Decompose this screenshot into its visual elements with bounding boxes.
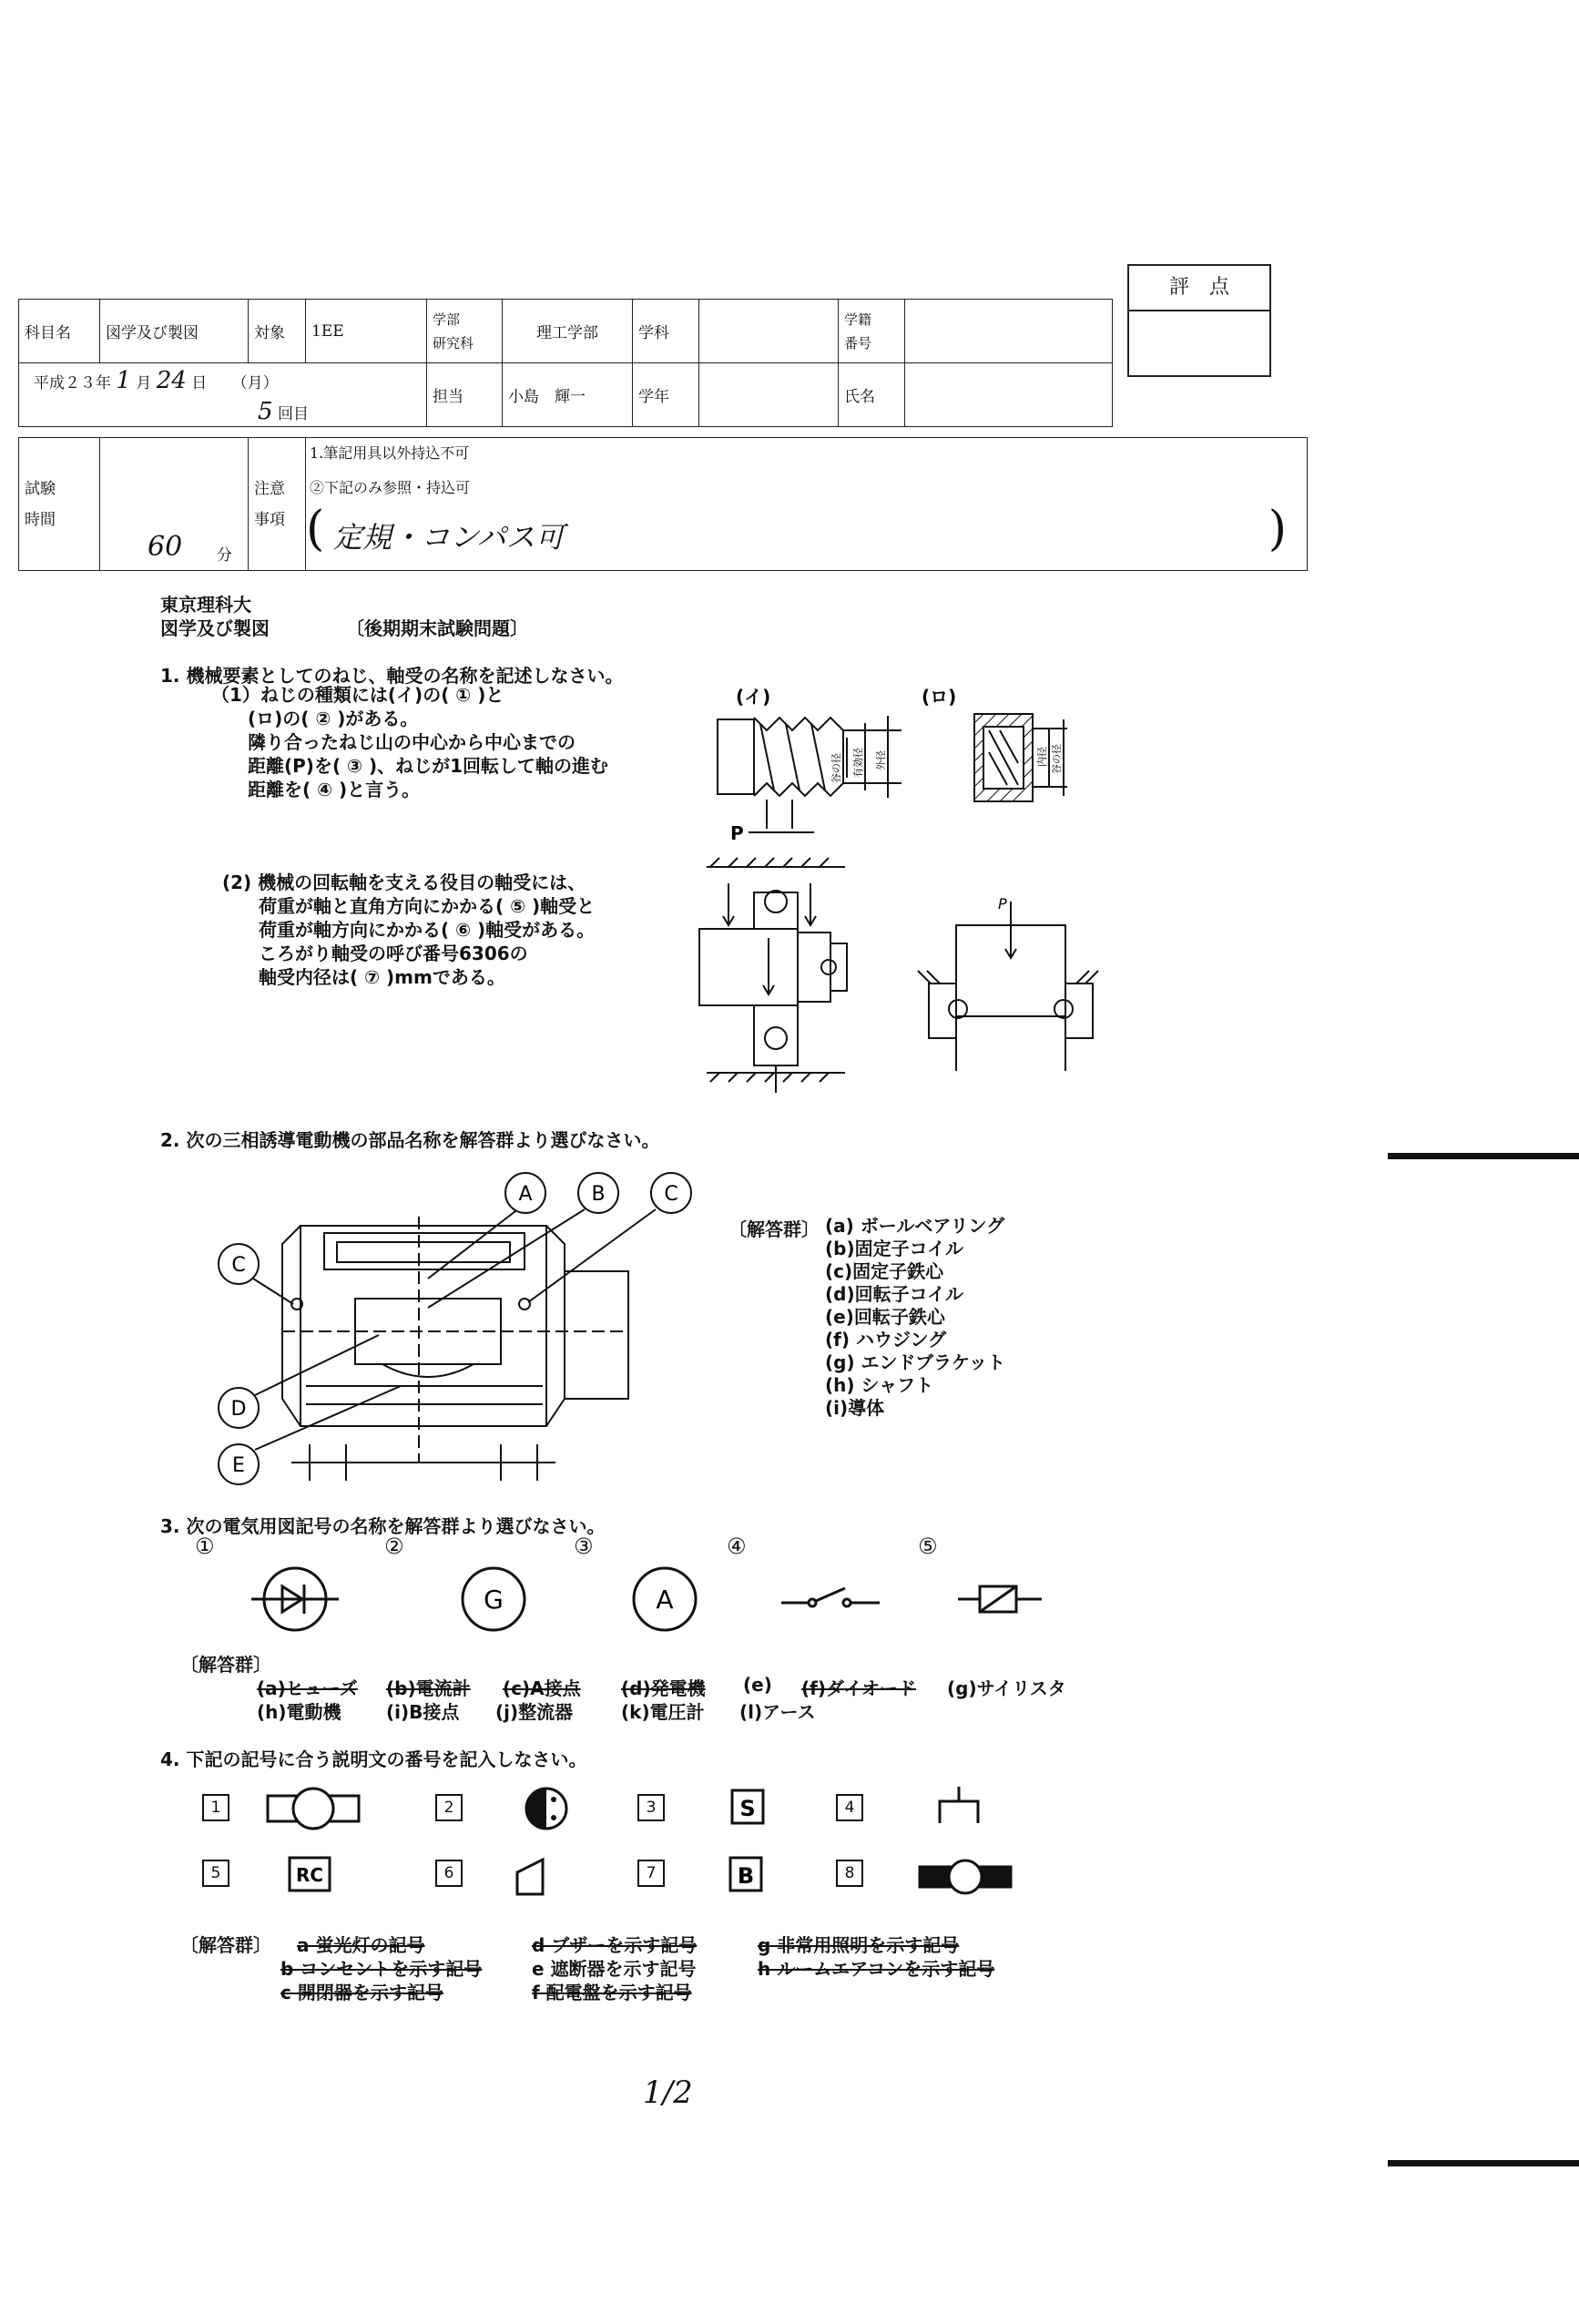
subject-value: 図学及び製図: [100, 300, 249, 363]
q4-heading: 4. 下記の記号に合う説明文の番号を記入しなさい。: [160, 1748, 587, 1770]
svg-text:RC: RC: [295, 1864, 324, 1886]
q4-box-1: 1: [202, 1794, 229, 1821]
q3-answer-label: 〔解答群〕: [180, 1654, 271, 1676]
university: 東京理科大: [160, 594, 251, 616]
q1-part2: (2) 機械の回転軸を支える役目の軸受には、 荷重が軸と直角方向にかかる( ⑤ )軸受と 荷重が軸方向にかかる( ⑥ )軸受がある。 ころがり軸受の呼び番号6306の 軸受内径は( ⑦ )mmである。: [222, 872, 596, 988]
year-label: 学年: [633, 363, 699, 427]
fig-dim-4: 内径: [1036, 747, 1048, 767]
teacher-value: 小島 輝一: [503, 363, 633, 427]
callout-b: B: [591, 1183, 606, 1206]
faculty-label: 学部 研究科: [427, 300, 503, 363]
callout-c-left: C: [231, 1254, 246, 1277]
fluorescent-lamp-symbol: [293, 1789, 333, 1829]
fig-dim-5: 谷の径: [1051, 744, 1063, 774]
bearing-figure: [692, 856, 1111, 1102]
date-day: 24: [156, 367, 187, 394]
department-value[interactable]: [699, 300, 839, 363]
q4-box-7: 7: [637, 1860, 665, 1887]
course: 図学及び製図: [160, 617, 270, 639]
page-number: 1/2: [643, 2074, 693, 2111]
teacher-label: 担当: [427, 363, 503, 427]
callout-a: A: [518, 1183, 533, 1206]
q2-heading: 2. 次の三相誘導電動機の部品名称を解答群より選びなさい。: [160, 1129, 660, 1151]
note-2: ②下記のみ参照・持込可: [310, 479, 471, 496]
q4-box-2: 2: [435, 1794, 463, 1821]
q3-symbols: [237, 1563, 1056, 1645]
student-no-value[interactable]: [905, 300, 1113, 363]
exam-minutes: 60: [148, 531, 183, 563]
q3-heading: 3. 次の電気用図記号の名称を解答群より選びなさい。: [160, 1515, 606, 1537]
margin-rule-bottom: [1388, 2160, 1579, 2166]
minutes-unit: 分: [217, 546, 232, 565]
svg-text:G: G: [484, 1585, 504, 1615]
fig-label-i: (イ): [736, 686, 771, 708]
session-no: 5: [258, 398, 273, 425]
target-value: 1EE: [306, 300, 427, 363]
q4-answer-label: 〔解答群〕: [180, 1934, 271, 1956]
margin-rule-top: [1388, 1153, 1579, 1159]
fig-label-ro: (ロ): [922, 686, 957, 708]
svg-text:S: S: [739, 1796, 756, 1821]
q2-answer-label: 〔解答群〕: [728, 1218, 820, 1240]
fig-dim-3: 外径: [875, 750, 887, 770]
exam-notes-table: [18, 437, 1308, 571]
callout-c-right: C: [664, 1183, 678, 1206]
exam-time-label: 試験 時間: [19, 438, 100, 571]
svg-text:B: B: [737, 1863, 755, 1889]
q4-box-4: 4: [836, 1794, 863, 1821]
notes-content: 1.筆記用具以外持込不可 ②下記のみ参照・持込可 ( 定規・コンパス可 ): [306, 438, 1308, 571]
callout-e: E: [232, 1454, 245, 1477]
fig-dim-1: 谷の径: [830, 753, 842, 783]
q4-box-3: 3: [637, 1794, 665, 1821]
q4-box-8: 8: [836, 1860, 863, 1887]
q4-box-6: 6: [435, 1860, 463, 1887]
date-month: 1: [116, 367, 131, 394]
fig-dim-2: 有効径: [852, 748, 864, 778]
screw-figure: [710, 683, 1093, 847]
score-box: [1127, 264, 1271, 377]
note-allowed: 定規・コンパス可: [333, 520, 565, 555]
target-label: 対象: [249, 300, 306, 363]
q1-heading: 1. 機械要素としてのねじ、軸受の名称を記述しなさい。: [160, 665, 624, 687]
name-label: 氏名: [839, 363, 905, 427]
score-label: 評 点: [1129, 266, 1269, 311]
student-no-label: 学籍 番号: [839, 300, 905, 363]
year-value[interactable]: [699, 363, 839, 427]
q2-answer-list: (a) ボールベアリング (b)固定子コイル (c)固定子鉄心 (d)回転子コイル (e)回転子鉄心 (f) ハウジング (g) エンドブラケット (h) シャフト (i)導体: [825, 1215, 1005, 1419]
q1-part1: （1）ねじの種類には(イ)の( ① )と (ロ)の( ② )がある。 隣り合ったねじ山の中心から中心までの 距離(P)を( ③ )、ねじが1回転して軸の進む 距離を( ④ )と言う。: [211, 684, 608, 800]
date-cell: 平成２３年 1 月 24 日 （月） 5 回目: [19, 363, 427, 427]
subject-label: 科目名: [19, 300, 100, 363]
q4-symbols: [264, 1781, 1029, 1909]
department-label: 学科: [633, 300, 699, 363]
fig-load: P: [998, 895, 1007, 912]
exam-info-table: [18, 299, 1113, 436]
callout-d: D: [230, 1398, 247, 1421]
exam-time-value: [100, 438, 249, 571]
q4-box-5: 5: [202, 1860, 229, 1887]
notes-label: 注意 事項: [249, 438, 306, 571]
name-value[interactable]: [905, 363, 1113, 427]
fig-pitch: P: [730, 822, 744, 844]
svg-text:A: A: [656, 1585, 674, 1615]
motor-figure: [219, 1171, 692, 1490]
q4-answer-list: a 蛍光灯の記号 d ブザーを示す記号 g 非常用照明を示す記号 b コンセントを示す記号 e 遮断器を示す記号 h ルームエアコンを示す記号 c 開閉器を示す記号 f 配電盤を示す記号: [280, 1934, 995, 2003]
note-1: 1.筆記用具以外持込不可: [310, 444, 470, 462]
exam-title: 〔後期期末試験問題〕: [346, 617, 528, 639]
emergency-light-symbol: [949, 1860, 982, 1893]
faculty-value: 理工学部: [503, 300, 633, 363]
